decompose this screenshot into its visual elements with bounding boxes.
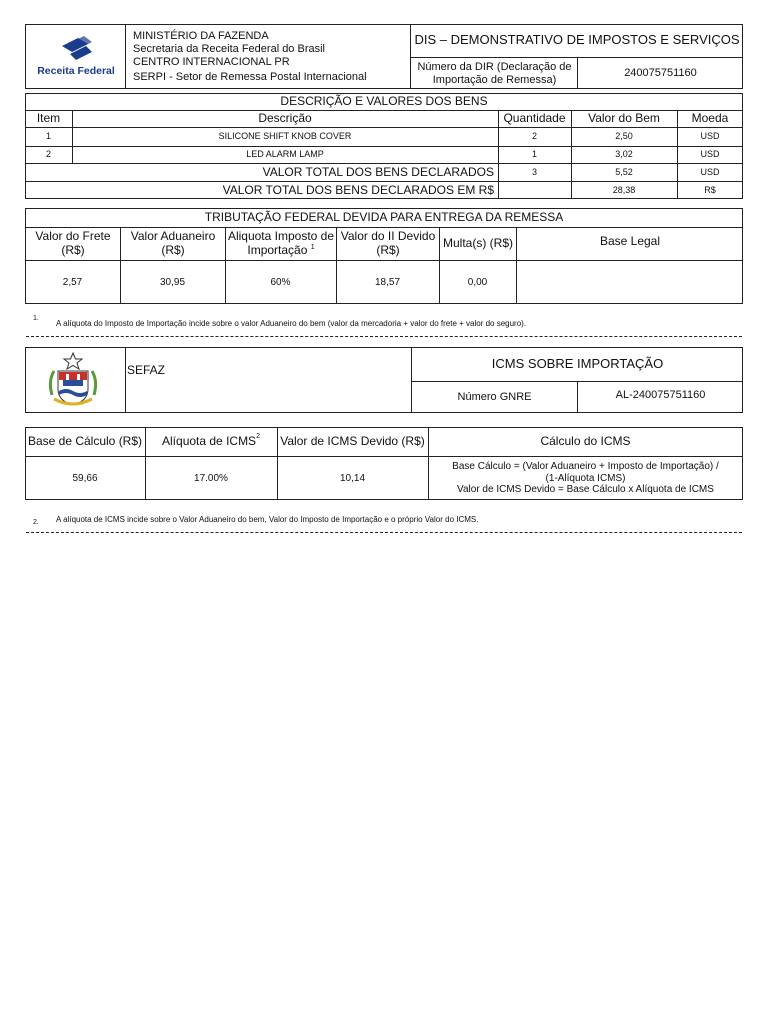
icms-rate-value: 17.00% — [194, 472, 228, 484]
col-import-rate — [227, 228, 335, 260]
table-row: 1 — [45, 131, 51, 142]
fines-value: 0,00 — [467, 276, 488, 288]
freight-value: 2,57 — [62, 276, 83, 288]
total-brl-value: 28,38 — [612, 184, 636, 195]
dir-label: Número da DIR (Declaração de Importação de Remessa) — [417, 60, 572, 86]
org-line-1: MINISTÉRIO DA FAZENDA — [133, 30, 269, 42]
table-row-value: 3,02 — [615, 149, 633, 160]
icms-calc-line-2: (1-Alíquota ICMS) — [545, 472, 626, 484]
col-ii-due: Valor do II Devido (R$) — [340, 229, 436, 257]
total-brl-label: VALOR TOTAL DOS BENS DECLARADOS EM R$ — [222, 182, 494, 197]
col-customs-value: Valor Aduaneiro (R$) — [130, 229, 216, 257]
table-row-currency: USD — [700, 131, 720, 142]
footnote-marker-1: 1 — [310, 244, 315, 251]
import-rate-value: 60% — [270, 276, 291, 288]
receita-federal-logo — [32, 34, 120, 80]
state-coat-of-arms — [44, 351, 102, 409]
col-base: Base de Cálculo (R$) — [27, 433, 143, 448]
total-brl-currency: R$ — [704, 184, 716, 195]
icms-base-value: 59,66 — [72, 472, 98, 484]
table-row-value: 2,50 — [615, 131, 633, 142]
footnote-2-text: A alíquota de ICMS incide sobre o Valor Aduaneiro do bem, Valor do Imposto de Importação e o próprio Valor do ICMS. — [56, 515, 479, 524]
total-quantity: 3 — [531, 166, 537, 177]
col-icms-calc: Cálculo do ICMS — [540, 433, 631, 448]
col-quantity: Quantidade — [503, 110, 566, 125]
col-description: Descrição — [258, 110, 312, 125]
ii-due-value: 18,57 — [374, 276, 401, 288]
footnote-1-text: A alíquota do Imposto de Importação incide sobre o valor Aduaneiro do bem (valor da mercadoria + valor do frete + valor do seguro). — [56, 319, 527, 328]
org-line-3: CENTRO INTERNACIONAL PR — [133, 56, 290, 68]
org-line-4: SERPI - Setor de Remessa Postal Internacional — [133, 71, 367, 83]
federal-section-title: TRIBUTAÇÃO FEDERAL DEVIDA PARA ENTREGA DA REMESSA — [204, 209, 564, 224]
legal-basis-value — [516, 261, 743, 304]
col-rate-label: Alíquota de ICMS — [162, 433, 257, 448]
col-import-rate-label: Aliquota Imposto de Importação — [227, 229, 335, 257]
doc-title: DIS – DEMONSTRATIVO DE IMPOSTOS E SERVIÇOS — [414, 32, 740, 48]
col-item: Item — [36, 110, 61, 125]
divider — [125, 24, 126, 89]
footnote-marker-2: 2 — [256, 432, 260, 440]
footnote-1 — [33, 316, 39, 325]
table-row-description: SILICONE SHIFT KNOB COVER — [218, 131, 352, 142]
sefaz-label: SEFAZ — [127, 363, 166, 377]
col-value: Valor do Bem — [588, 110, 660, 125]
total-label: VALOR TOTAL DOS BENS DECLARADOS — [262, 164, 494, 179]
icms-title: ICMS SOBRE IMPORTAÇÃO — [491, 355, 664, 371]
table-row-description: LED ALARM LAMP — [246, 149, 324, 160]
separator — [26, 532, 742, 533]
icms-calc-line-3: Valor de ICMS Devido = Base Cálculo x Alíquota de ICMS — [457, 484, 714, 496]
col-freight: Valor do Frete (R$) — [35, 229, 111, 257]
col-icms-due: Valor de ICMS Devido (R$) — [280, 433, 425, 448]
goods-section-title: DESCRIÇÃO E VALORES DOS BENS — [280, 93, 488, 108]
table-row-quantity: 1 — [531, 149, 537, 160]
col-legal-basis: Base Legal — [599, 234, 661, 249]
total-value: 5,52 — [615, 166, 633, 177]
table-row-quantity: 2 — [531, 131, 537, 142]
footnote-2 — [33, 511, 39, 529]
org-line-2: Secretaria da Receita Federal do Brasil — [133, 43, 325, 55]
receita-federal-emblem-icon — [32, 34, 120, 80]
table-row-currency: USD — [700, 149, 720, 160]
gnre-number: AL-240075751160 — [615, 389, 706, 402]
total-currency: USD — [700, 166, 720, 177]
col-fines: Multa(s) (R$) — [442, 236, 513, 251]
footnote-1-number: 1. — [33, 315, 39, 322]
table-row: 2 — [45, 149, 51, 160]
separator — [26, 336, 742, 337]
coat-of-arms-icon — [44, 351, 102, 409]
dir-number: 240075751160 — [624, 67, 697, 80]
divider — [125, 347, 126, 413]
customs-value: 30,95 — [159, 276, 186, 288]
footnote-2-number: 2. — [33, 519, 39, 526]
col-currency: Moeda — [691, 110, 729, 125]
logo-text: Receita Federal — [37, 65, 115, 77]
icms-calc-line-1: Base Cálculo = (Valor Aduaneiro + Imposto de Importação) / — [452, 461, 719, 473]
gnre-label: Número GNRE — [457, 391, 532, 404]
icms-calc-text — [428, 457, 743, 500]
col-rate — [145, 427, 277, 456]
icms-due-value: 10,14 — [339, 472, 366, 484]
